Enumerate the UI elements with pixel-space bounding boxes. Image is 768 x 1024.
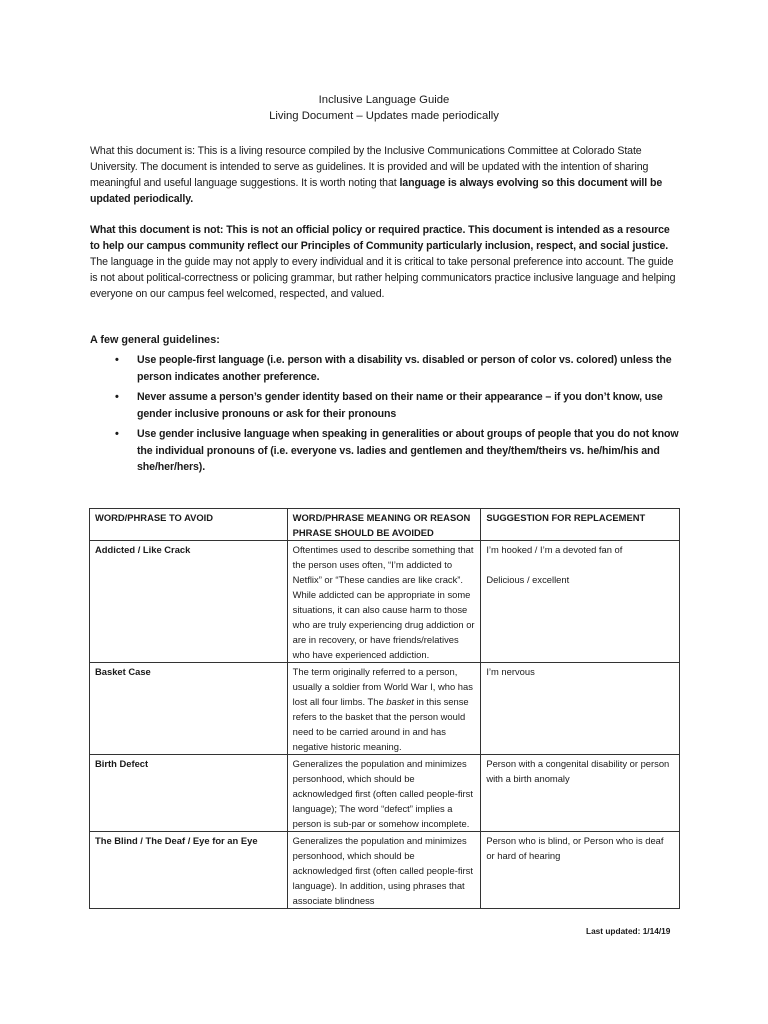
meaning-emphasis: basket bbox=[386, 696, 414, 707]
document-title: Inclusive Language Guide bbox=[318, 94, 450, 106]
table-row bbox=[90, 755, 680, 832]
meaning-text: The term originally referred to a person, usually a soldier from World War I, who has lost all four limbs. The bbox=[292, 666, 473, 707]
term-cell: Addicted / Like Crack bbox=[90, 541, 288, 663]
table-row bbox=[90, 541, 680, 663]
disclaimer-bold-text: What this document is not: This is not an official policy or required practice. This document is intended as a resource to help our campus community reflect our Principles of Community particularly inclusion, respect, and social justice. bbox=[90, 224, 670, 252]
suggestion-cell: I’m nervous bbox=[481, 663, 680, 755]
suggestion-cell: Person with a congenital disability or person with a birth anomaly bbox=[481, 755, 680, 832]
bullet-icon: • bbox=[115, 354, 119, 366]
header-suggestion: SUGGESTION FOR REPLACEMENT bbox=[481, 509, 680, 541]
header-meaning: WORD/PHRASE MEANING OR REASON PHRASE SHOULD BE AVOIDED bbox=[287, 509, 481, 541]
intro-text: What this document is: This is a living resource compiled by the Inclusive Communications Committee at Colorado State University. The document is intended to serve as guidelines. It is provided and will be updated with the intention of sharing meaningful and useful language suggestions. It is worth noting that bbox=[90, 145, 649, 189]
meaning-cell bbox=[287, 663, 481, 755]
guideline-item bbox=[112, 389, 684, 422]
guideline-item bbox=[112, 426, 684, 476]
meaning-text-rest: in this sense refers to the basket that the person would need to be carried around in and has negative historic meaning. bbox=[292, 696, 469, 752]
bullet-icon: • bbox=[115, 391, 119, 403]
term-cell: Birth Defect bbox=[90, 755, 288, 832]
meaning-cell: Oftentimes used to describe something that the person uses often, “I’m addicted to Netflix” or “These candies are like crack”. While addicted can be appropriate in some situations, it can also cause harm to those who are truly experiencing drug addiction or are in recovery, or have friends/relatives who have experienced addiction. bbox=[287, 541, 481, 663]
bullet-icon: • bbox=[115, 428, 119, 440]
table-header-row bbox=[90, 509, 680, 541]
guidelines-list bbox=[112, 352, 684, 480]
intro-paragraph bbox=[90, 143, 680, 207]
guidelines-heading: A few general guidelines: bbox=[90, 334, 220, 346]
suggestion-cell bbox=[481, 541, 680, 663]
header-word-to-avoid: WORD/PHRASE TO AVOID bbox=[90, 509, 288, 541]
table-row bbox=[90, 663, 680, 755]
suggestion-text: I’m hooked / I’m a devoted fan of bbox=[486, 544, 623, 555]
suggestion-cell: Person who is blind, or Person who is deaf or hard of hearing bbox=[481, 832, 680, 909]
meaning-cell: Generalizes the population and minimizes personhood, which should be acknowledged first (often called people-first language); The word “defect” implies a person is sub-par or somehow incomplete. bbox=[287, 755, 481, 832]
term-cell: Basket Case bbox=[90, 663, 288, 755]
last-updated: Last updated: 1/14/19 bbox=[586, 926, 671, 936]
intro-bold-text: language is always evolving so this document will be updated periodically. bbox=[90, 177, 663, 205]
document-subtitle: Living Document – Updates made periodically bbox=[269, 110, 499, 122]
guideline-text: Never assume a person’s gender identity based on their name or their appearance – if you don’t know, use gender inclusive pronouns or ask for their pronouns bbox=[137, 391, 663, 420]
disclaimer-paragraph bbox=[90, 222, 680, 302]
suggestion-text-2: Delicious / excellent bbox=[486, 574, 570, 585]
guideline-item bbox=[112, 352, 684, 385]
meaning-cell: Generalizes the population and minimizes personhood, which should be acknowledged first (often called people-first language). In addition, using phrases that associate blindness bbox=[287, 832, 481, 909]
table-row bbox=[90, 832, 680, 909]
disclaimer-text: The language in the guide may not apply to every individual and it is critical to take personal preference into account. The guide is not about political-correctness or policing grammar, but rather helping communicators practice inclusive language and helping everyone on our campus feel welcomed, respected, and valued. bbox=[90, 256, 676, 300]
term-cell: The Blind / The Deaf / Eye for an Eye bbox=[90, 832, 288, 909]
guideline-text: Use gender inclusive language when speaking in generalities or about groups of people that you do not know the individual pronouns of (i.e. everyone vs. ladies and gentlemen and they/them/theirs vs. he/him/his and she/her/hers). bbox=[137, 428, 679, 473]
language-table bbox=[89, 508, 680, 909]
guideline-text: Use people-first language (i.e. person with a disability vs. disabled or person of color vs. colored) unless the person indicates another preference. bbox=[137, 354, 672, 383]
